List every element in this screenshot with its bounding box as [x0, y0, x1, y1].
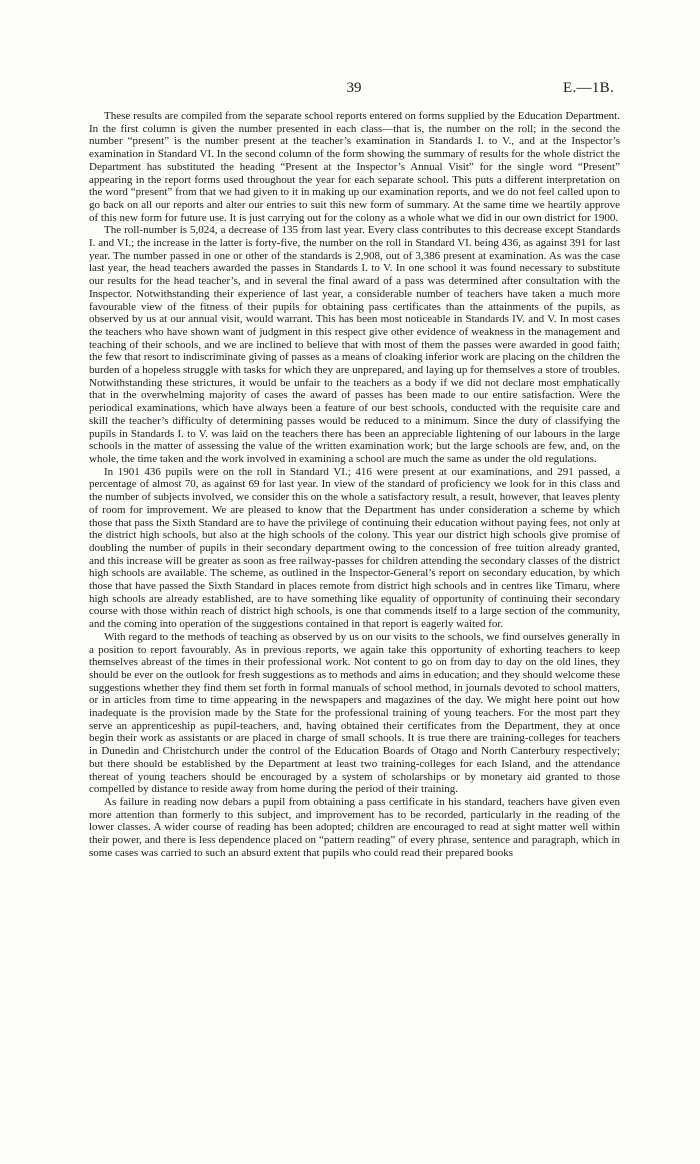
paragraph: These results are compiled from the separate school reports entered on forms supplied by the Education Department. In the first column is given the number presented in each class—that is, the number on the roll; in the second the number “present” is the number present at the teacher’s examination in Standards I. to V., and at the Inspector’s examination in Standard VI. In the second column of the form showing the summary of results for the whole district the Department has substituted the heading “Present at the Inspector’s Annual Visit” for the single word “Present” appearing in the report forms used throughout the year for each separate school. This puts a different interpretation on the word “present” from that we had given to it in making up our examination reports, and we do not feel called upon to go back on all our reports and alter our entries to suit this new form of summary. At the same time we heartily approve of this new form for future use. It is just carrying out for the colony as a whole what we did in our own district for 1900. — [89, 110, 620, 224]
document-reference: E.—1B. — [563, 80, 614, 96]
paragraph: The roll-number is 5,024, a decrease of 135 from last year. Every class contributes to this decrease except Standards I. and VI.; the increase in the latter is forty-five, the number on the roll in Standard VI. being 436, as against 391 for last year. The number passed in one or other of the standards is 2,908, out of 3,386 present at examination. As was the case last year, the head teachers awarded the passes in Standards I. to V. In one school it was found necessary to substitute our results for the head teacher’s, and in several the final award of a pass was determined after consultation with the Inspector. Notwithstanding their experience of last year, a considerable number of teachers have taken a much more favourable view of the fitness of their pupils for obtaining pass certificates than the attainments of the pupils, as observed by us at our annual visit, would warrant. This has been most noticeable in Standards IV. and V. In most cases the teachers who have shown want of judgment in this respect give other evidence of weakness in the management and teaching of their schools, and we are inclined to believe that with most of them the passes were awarded in good faith; the few that resort to indiscriminate giving of passes as a means of cloaking inferior work are placing on the children the burden of a hopeless struggle with tasks for which they are unprepared, and laying up for themselves a store of troubles. Notwithstanding these strictures, it would be unfair to the teachers as a body if we did not declare most emphatically that in the overwhelming majority of cases the award of passes has been made to our entire satisfaction. Were the periodical examinations, which have always been a feature of our best schools, conducted with the requisite care and skill the teacher’s difficulty of determining passes would be reduced to a minimum. Since the duty of classifying the pupils in Standards I. to V. was laid on the teachers there has been an appreciable lightening of our labours in the large schools in the matter of assessing the value of the written examination work; but the large schools are few, and, on the whole, the time taken and the work involved in examining a school are much the same as under the old regulations. — [89, 224, 620, 465]
paragraph: In 1901 436 pupils were on the roll in Standard VI.; 416 were present at our examinations, and 291 passed, a percentage of almost 70, as against 69 for last year. In view of the standard of proficiency we look for in this class and the number of subjects involved, we consider this on the whole a satisfactory result, a result, however, that leaves plenty of room for improvement. We are pleased to know that the Department has under consideration a scheme by which those that pass the Sixth Standard are to have the privilege of continuing their education without paying fees, not only at the district high schools, but also at the high schools of the colony. This year our district high schools give promise of doubling the number of pupils in their secondary department owing to the concession of free tuition already granted, and this increase will be greater as soon as free railway-passes for children attending the secondary classes of the district high schools are available. The scheme, as outlined in the Inspector-General’s report on secondary education, by which those that have passed the Sixth Standard in places remote from district high schools and in centres like Timaru, where high schools are already established, are to have something like equality of opportunity of continuing their secondary course with those within reach of district high schools, is one that commends itself to a large section of the community, and the coming into operation of the suggestions contained in that report is eagerly waited for. — [89, 465, 620, 631]
paragraph: With regard to the methods of teaching as observed by us on our visits to the schools, we find ourselves generally in a position to report favourably. As in previous reports, we again take this opportunity of exhorting teachers to keep themselves abreast of the times in their professional work. Not content to go on from day to day on the old lines, they should be ever on the outlook for fresh suggestions as to methods and aims in education; and they should welcome these suggestions whether they find them set forth in formal manuals of school method, in journals devoted to school matters, or in articles from time to time appearing in the newspapers and magazines of the day. We might here point out how inadequate is the provision made by the State for the professional training of young teachers. For the most part they serve an apprenticeship as pupil-teachers, and, having obtained their certificates from the Department, they at once begin their work as assistants or are placed in charge of small schools. It is true there are training-colleges for teachers in Dunedin and Christchurch under the control of the Education Boards of Otago and North Canterbury respectively; but there should be established by the Department at least two training-colleges for each Island, and the attendance thereat of young teachers should be encouraged by a system of scholarships or by monetary aid granted to those compelled by distance to reside away from home during the period of their training. — [89, 630, 620, 796]
page-number: 39 — [346, 80, 362, 96]
paragraph: As failure in reading now debars a pupil from obtaining a pass certificate in his standard, teachers have given even more attention than formerly to this subject, and improvement has to be recorded, particularly in the reading of the lower classes. A wider course of reading has been adopted; children are encouraged to read at sight matter well within their power, and there is less dependence placed on “pattern reading” of every phrase, sentence and paragraph, which in some cases was carried to such an absurd extent that pupils who could read their prepared books — [89, 795, 620, 859]
page-header — [0, 80, 700, 100]
body-text — [89, 110, 620, 859]
